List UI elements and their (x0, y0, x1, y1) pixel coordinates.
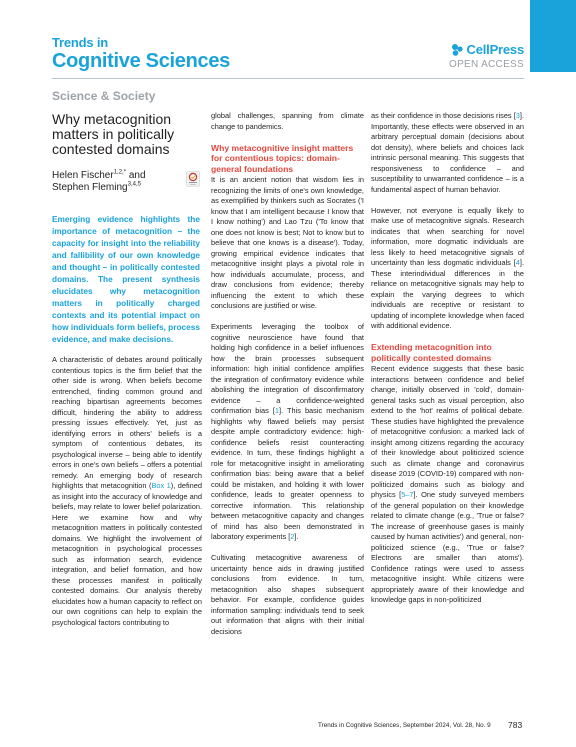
body-column-3 (371, 111, 524, 616)
article-title: Why metacognition matters in politically contested domains (52, 111, 175, 157)
journal-name[interactable] (52, 36, 230, 71)
author-conjunction: and (126, 170, 146, 181)
author-affiliation[interactable]: 3,4,5 (127, 181, 141, 188)
paragraph: global challenges, spanning from climate change to pandemics. (211, 111, 364, 131)
article-abstract: Emerging evidence highlights the importance of metacognition – the capacity for insight into the reliability and fallibility of our own knowledge and thought – in politically contested domains. The present synthesis elucidates why metacognition matters in politically charged contexts and its potential impact on how individuals form beliefs, process evidence, and make decisions. (52, 214, 200, 344)
paragraph: Recent evidence suggests that these basic interactions between confidence and belief change, initially observed in 'cold', domain-general tasks such as visual perception, also extend to the 'hot' realms of political debate. These studies have highlighted the prevalence of metacognitive confusion: a marked lack of insight among citizens regarding the accuracy of their knowledge about politicized science such as climate change and coronavirus disease 2019 (COVID-19) compared with non-politicized domains such as biology and physics [5–7]. One study surveyed members of the general population on their knowledge related to climate change (e.g., 'True or false? The increase of greenhouse gases is mainly caused by human activities') and general, non-politicized science (e.g., 'True or false? Electrons are smaller than atoms'). Confidence ratings were used to assess metacognitive insight. While citizens were appropriately aware of their knowledge and knowledge gaps in non-politicized (371, 364, 524, 604)
publisher-block[interactable] (440, 42, 524, 70)
author-name[interactable]: Helen Fischer (52, 170, 114, 181)
citation-link[interactable]: 5–7 (401, 490, 414, 499)
body-column-2 (211, 111, 364, 648)
citation-link[interactable]: 4 (515, 258, 520, 267)
section-heading: Extending metacognition into politically contested domains (371, 342, 492, 363)
author-name[interactable]: Stephen Fleming (52, 182, 128, 193)
journal-color-tab (530, 0, 576, 72)
journal-name-line2: Cognitive Sciences (52, 50, 230, 72)
paragraph: However, not everyone is equally likely to make use of metacognitive signals. Research indicates that when searching for novel information, more dogmatic individuals are less likely to heed metacognitive signals of uncertainty than less dogmatic individuals [4]. These interindividual differences in the reliance on metacognitive signals may help to explain the varying degrees to which individuals are receptive or resistant to updating of incomplete knowledge when faced with additional evidence. (371, 205, 524, 330)
paragraph: It is an ancient notion that wisdom lies in recognizing the limits of one's own knowledge, as exemplified by thinkers such as Socrates ('I know that I am intelligent because I know that I know nothing') and Lao Tzu ('To know that one does not know is best; Not to know but to believe that one knows is a disease'). Today, growing empirical evidence indicates that metacognitive insight plays a pivotal role in how individuals accumulate, process, and draw conclusions from evidence; thereby influencing the extent to which these conclusions are justified or wise. (211, 175, 364, 310)
body-column-1 (52, 355, 202, 639)
header-divider (52, 78, 524, 79)
paragraph: Cultivating metacognitive awareness of uncertainty hence aids in drawing justified conclusions from evidence. In turn, metacognition also shapes subsequent behavior. For example, confidence guides information sampling: individuals tend to seek out information that aligns with their initial decisions (211, 553, 364, 636)
section-heading: Why metacognitive insight matters for contentious topics: domain-general foundations (211, 142, 354, 174)
page-number: 783 (508, 720, 523, 730)
author-list (52, 170, 202, 194)
open-access-label: OPEN ACCESS (449, 59, 524, 70)
paragraph: Experiments leveraging the toolbox of cognitive neuroscience have found that holding high confidence in a belief influences how the brain processes subsequent information: high initial confidence amplifies the integration of confirmatory evidence while abolishing the integration of disconfirmatory evidence – a confidence-weighted confirmation bias [1]. This basic mechanism highlights why flawed beliefs may persist despite ample contradictory evidence: high-confidence beliefs resist counteracting evidence. In turn, these findings highlight a role for metacognitive insight in ameliorating confirmation bias: being aware that a belief could be mistaken, and holding it with lower confidence, leads to greater openness to corrective information. This relationship between metacognitive capacity and changes of mind has also been demonstrated in laboratory experiments [2]. (211, 322, 364, 541)
section-label: Science & Society (52, 89, 156, 103)
footer-citation: Trends in Cognitive Sciences, September 2024, Vol. 28, No. 9 (318, 722, 491, 729)
journal-name-line1: Trends in (52, 35, 108, 50)
citation-link[interactable]: Box 1 (151, 481, 171, 490)
top-bar (0, 0, 576, 34)
publisher-name: CellPress (466, 42, 524, 57)
author-affiliation[interactable]: 1,2,* (113, 169, 127, 176)
cellpress-logo (440, 42, 524, 57)
citation-link[interactable]: 3 (515, 111, 520, 120)
paragraph: as their confidence in those decisions rises [3]. Importantly, these effects were observed in an arbitrary perceptual domain (decisions about dot density), where beliefs and choices lack intrinsic personal meaning. This suggests that responsiveness to confidence – and susceptibility to unwarranted confidence – is a fundamental aspect of human behavior. (371, 111, 524, 194)
citation-link[interactable]: 2 (290, 532, 295, 541)
paragraph: A characteristic of debates around politically contentious topics is the firm belief that the other side is wrong. When beliefs become entrenched, finding common ground and reaching bipartisan agreements becomes difficult, hindering the ability to address pressing issues effectively. Yet, just as identifying errors in others' beliefs is a symptom of contentious debates, its psychological inverse – being able to identify errors in one's own beliefs – offers a potential remedy. An emerging body of research highlights that metacognition (Box 1), defined as insight into the accuracy of knowledge and beliefs, may relate to lower belief polarization. Here we examine how and why metacognition matters in politically contested domains. We highlight the involvement of metacognition in psychological processes such as information search, evidence integration, and belief formation, and how these processes manifest in politically contested domains. Our analysis thereby elucidates how a human capacity to reflect on our own cognitions can help to explain the psychological factors contributing to (52, 355, 202, 627)
cellpress-logo-icon (450, 43, 464, 57)
check-for-updates-icon[interactable] (186, 171, 200, 187)
citation-link[interactable]: 1 (274, 406, 279, 415)
